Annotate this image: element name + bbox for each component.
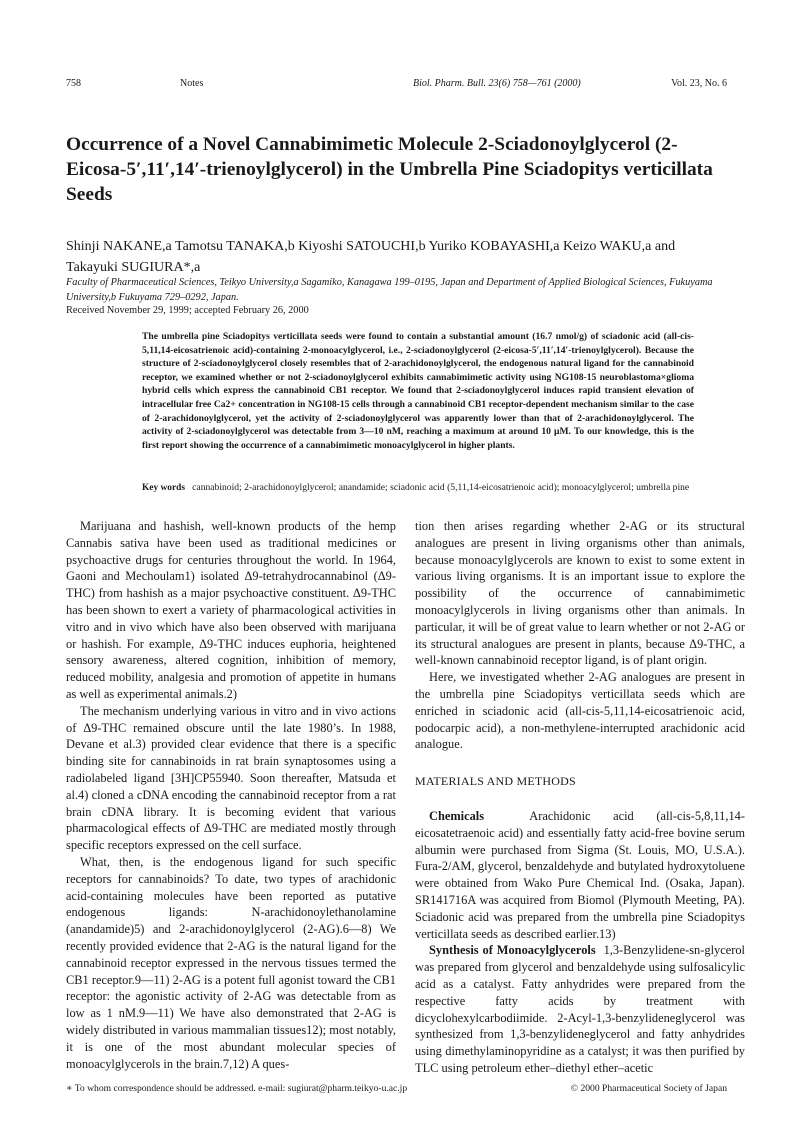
volume-issue: Vol. 23, No. 6 [671, 78, 727, 89]
keywords-text: cannabinoid; 2-arachidonoylglycerol; anandamide; sciadonic acid (5,11,14-eicosatrienoic acid); monoacylglycerol; umbrella pine [192, 482, 690, 493]
received-dates: Received November 29, 1999; accepted February 26, 2000 [66, 305, 309, 316]
subheading-synthesis: Synthesis of Monoacylglycerols [429, 943, 596, 958]
left-column [66, 518, 396, 1072]
synthesis-paragraph [415, 942, 745, 1076]
body-paragraph: tion then arises regarding whether 2-AG or its structural analogues are present in living organisms other than animals, because monoacylglycerols are known to exist to some extent in various living organisms. It is an important issue to explore the possibility of the occurrence of cannabimimetic monoacylglycerols in living organisms other than animals. In particular, it will be of great value to learn whether or not 2-AG or its structural analogues are present in plants, because Δ9-THC, a well-known cannabinoid receptor ligand, is of plant origin. [415, 519, 745, 668]
section-heading: MATERIALS AND METHODS [415, 774, 576, 789]
page-number: 758 [66, 78, 81, 89]
right-column [415, 518, 745, 1077]
subheading-chemicals: Chemicals [429, 808, 485, 823]
keywords-label: Key words [142, 483, 185, 493]
journal-citation: Biol. Pharm. Bull. 23(6) 758—761 (2000) [413, 78, 581, 89]
body-paragraph: The mechanism underlying various in vitro and in vivo actions of Δ9-THC remained obscure until the late 1980’s. In 1988, Devane et al.3) provided clear evidence that there is a specific binding site for cannabinoids in rat brain synaptosomes using a radiolabeled ligand [3H]CP55940. Soon thereafter, Matsuda et al.4) cloned a cDNA encoding the cannabinoid receptor from a rat brain cDNA library. It is becoming evident that various pharmacological effects of Δ9-THC are mediated mostly through specific receptors expressed on the cell surface. [66, 703, 396, 853]
author-list: Shinji NAKANE,a Tamotsu TANAKA,b Kiyoshi SATOUCHI,b Yuriko KOBAYASHI,a Keizo WAKU,a and Takayuki SUGIURA*,a [66, 239, 676, 275]
copyright-notice: © 2000 Pharmaceutical Society of Japan [570, 1083, 727, 1094]
chemicals-paragraph [415, 808, 745, 942]
article-title: Occurrence of a Novel Cannabimimetic Molecule 2-Sciadonoylglycerol (2-Eicosa-5′,11′,14′-trienoylglycerol) in the Umbrella Pine Sciadopitys verticillata Seeds [66, 134, 713, 205]
correspondence-footnote: ∗ To whom correspondence should be addressed. e-mail: sugiurat@pharm.teikyo-u.ac.jp [66, 1083, 408, 1094]
keywords [142, 482, 697, 495]
body-paragraph: Marijuana and hashish, well-known products of the hemp Cannabis sativa have been used as traditional medicines or psychoactive drugs for centuries throughout the world. In 1964, Gaoni and Mechoulam1) isolated Δ9-tetrahydrocannabinol (Δ9-THC) from hashish as a major psychoactive constituent. Δ9-THC has been shown to exert a variety of pharmacological activities in vitro and in vivo which have also been observed with marijuana or hashish. For example, Δ9-THC induces euphoria, heightened sensory awareness, altered cognition, inhibition of memory, reduced mobility, analgesia and promotion of appetite in humans as well as experimental animals.2) [66, 519, 396, 701]
chemicals-text: Arachidonic acid (all-cis-5,8,11,14-eicosatetraenoic acid) and essentially fatty acid-free bovine serum albumin were purchased from Sigma (St. Louis, MO, U.S.A.). Fura-2/AM, glycerol, benzaldehyde and butylated hydroxytoluene were obtained from Wako Pure Chemical Ind. (Osaka, Japan). SR141716A was acquired from Biomol (Plymouth Meeting, PA). Sciadonic acid was prepared from the umbrella pine Sciadopitys verticillata seeds as described earlier.13) [415, 808, 745, 941]
body-paragraph: What, then, is the endogenous ligand for such specific receptors for cannabinoids? To date, two types of arachidonic acid-containing molecules have been reported as putative endogenous ligands: N-arachidonoylethanolamine (anandamide)5) and 2-arachidonoylglycerol (2-AG).6—8) We recently provided evidence that 2-AG is the natural ligand for the cannabinoid receptor expressed in the nervous tissues termed the CB1 receptor.9—11) 2-AG is a potent full agonist toward the CB1 receptor: the agonistic activity of 2-AG was detectable from as low as 1 nM.9—11) We have also demonstrated that 2-AG is widely distributed in various mammalian tissues12); most notably, it is one of the most abundant molecular species of monoacylglycerols in the brain.7,12) A ques- [66, 854, 396, 1071]
affiliations: Faculty of Pharmaceutical Sciences, Teikyo University,a Sagamiko, Kanagawa 199–0195, Japan and Department of Applied Biological Sciences, Fukuyama University,b Fukuyama 729–0292, Japan. [66, 277, 713, 303]
body-paragraph: Here, we investigated whether 2-AG analogues are present in the umbrella pine Sciadopitys verticillata seeds which are enriched in sciadonic acid (all-cis-5,11,14-eicosatrienoic acid, podocarpic acid), a non-methylene-interrupted arachidonic acid analogue. [415, 670, 745, 752]
synthesis-text: 1,3-Benzylidene-sn-glycerol was prepared from glycerol and benzaldehyde using sulfosalicylic acid as a catalyst. Fatty anhydrides were prepared from the respective fatty acids by treatment with dicyclohexylcarbodiimide. 2-Acyl-1,3-benzylideneglycerol was synthesized from 1,3-benzylideneglycerol and fatty anhydrides using dimethylaminopyridine as a catalyst; it was then purified by TLC using petroleum ether–diethyl ether–acetic [415, 943, 745, 1075]
abstract: The umbrella pine Sciadopitys verticillata seeds were found to contain a substantial amount (16.7 nmol/g) of sciadonic acid (all-cis-5,11,14-eicosatrienoic acid)-containing 2-monoacylglycerol, i.e., 2-sciadonoylglycerol (2-eicosa-5′,11′,14′-trienoylglycerol). Because the structure of 2-sciadonoylglycerol closely resembles that of 2-arachidonoylglycerol, the endogenous natural ligand for the cannabinoid receptor, we examined whether or not 2-sciadonoylglycerol exhibits cannabimimetic activity using NG108-15 neuroblastoma×glioma hybrid cells which express the cannabinoid CB1 receptor. We found that 2-sciadonoylglycerol induces rapid transient elevation of intracellular free Ca2+ concentration in NG108-15 cells through a cannabinoid CB1 receptor-dependent mechanism similar to the case of 2-arachidonoylglycerol, yet the activity of 2-sciadonoylglycerol was apparently lower than that of 2-arachidonoylglycerol. The activity of 2-sciadonoylglycerol was detectable from 3—10 nM, reaching a maximum at around 10 μM. To our knowledge, this is the first report showing the occurrence of a cannabimimetic monoacylglycerol in higher plants. [142, 331, 694, 451]
section-label: Notes [180, 78, 204, 89]
